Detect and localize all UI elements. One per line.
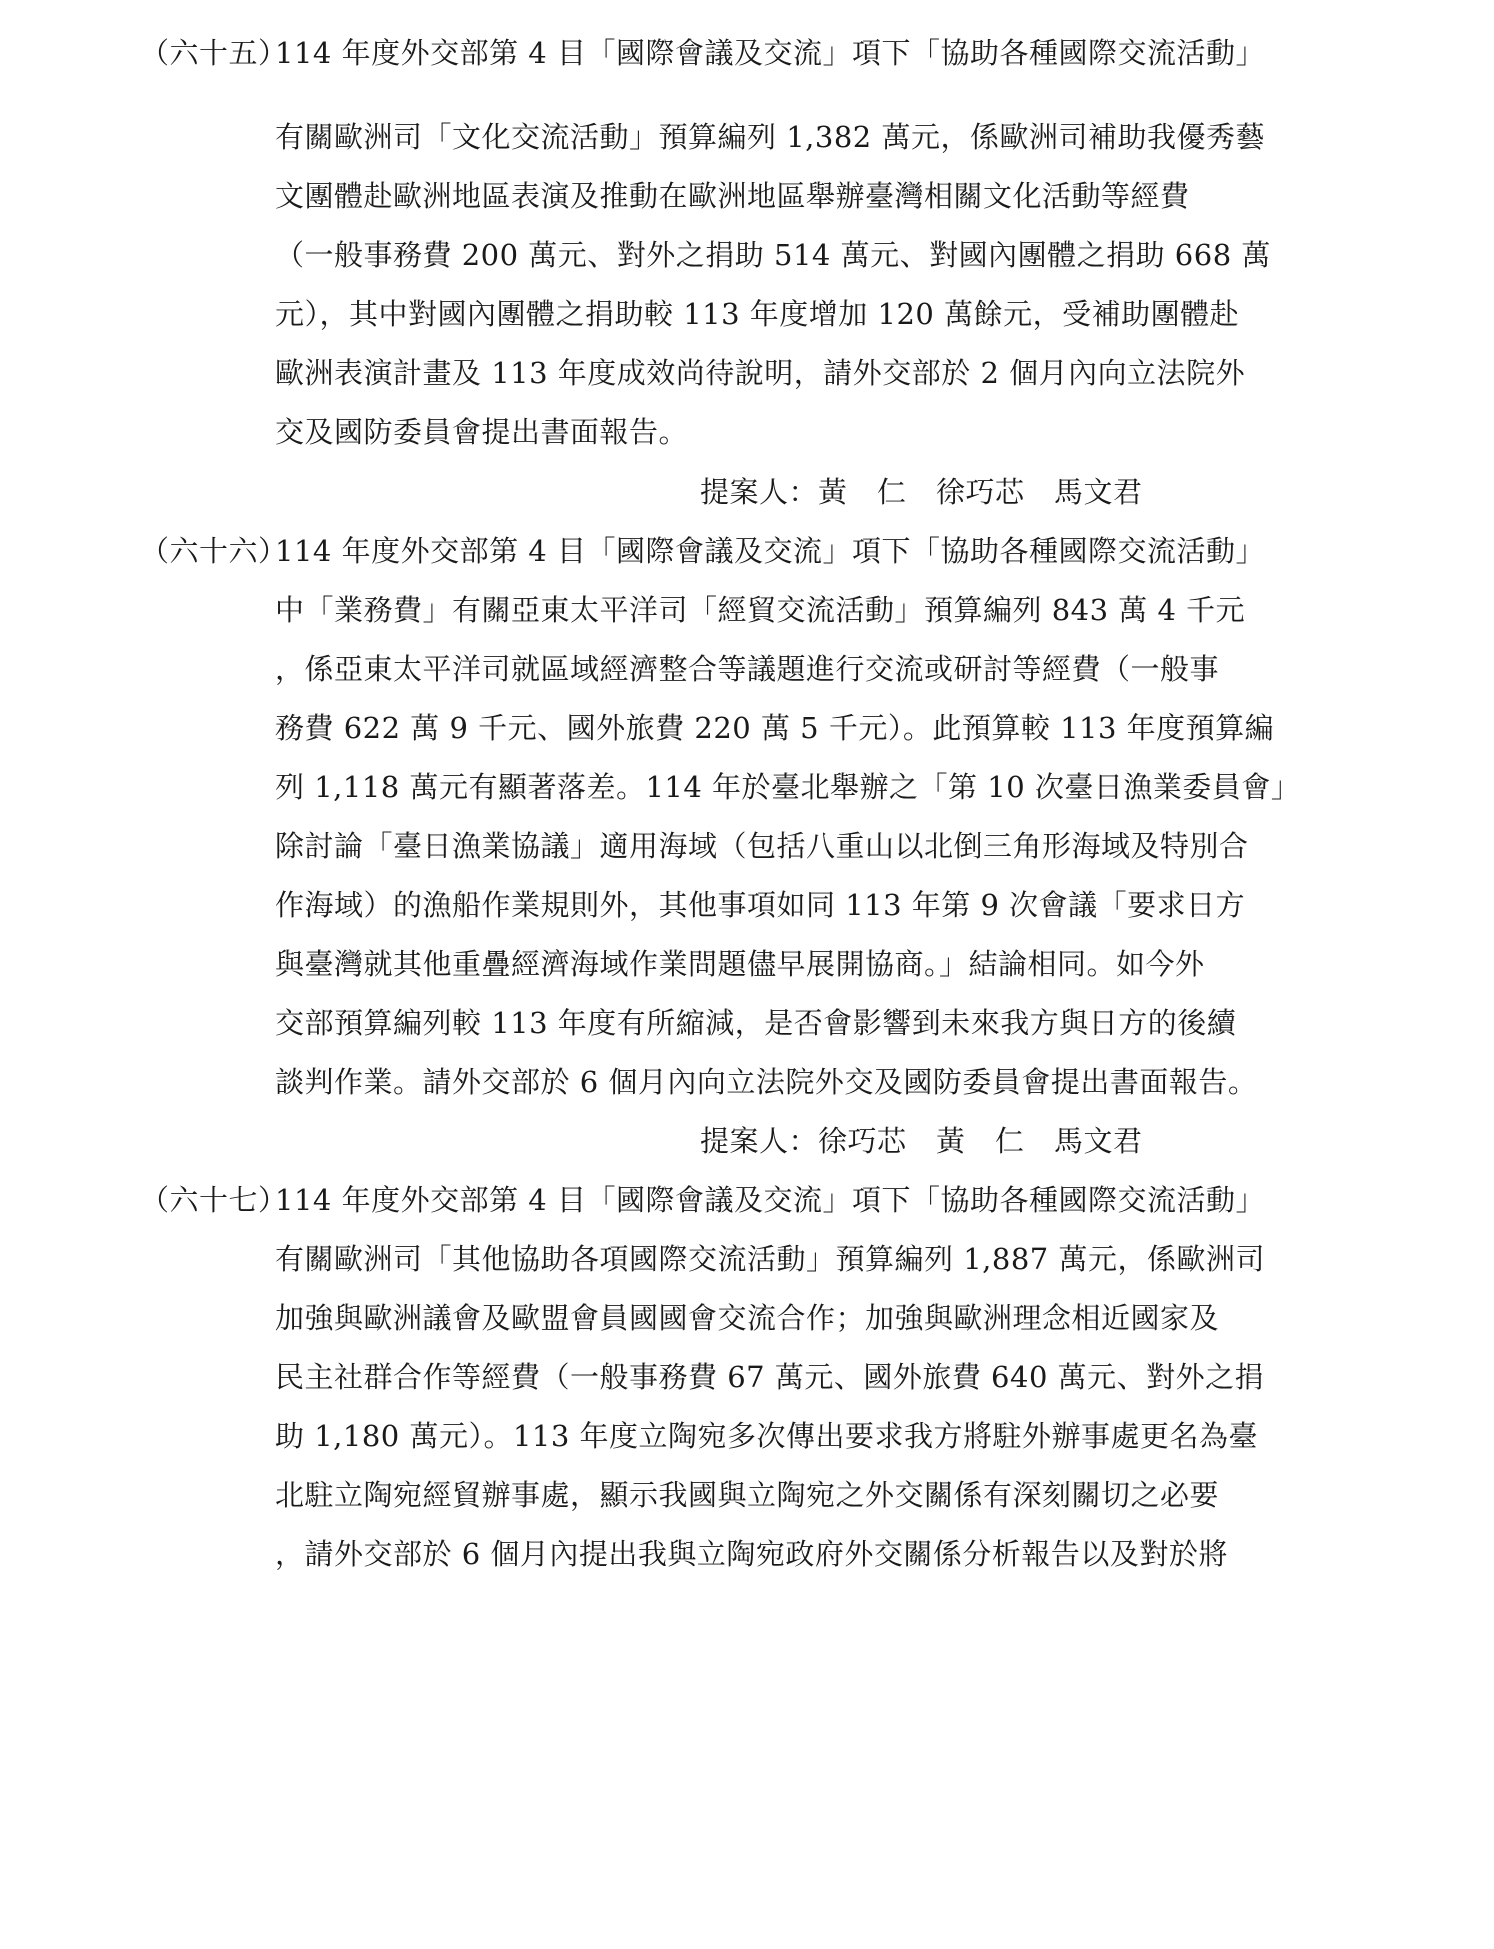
item-line: 務費 622 萬 9 千元、國外旅費 220 萬 5 千元）。此預算較 113 年度預算編: [275, 711, 1275, 745]
proposer-signature: 提案人：徐巧芯 黃 仁 馬文君: [700, 1124, 1143, 1158]
item-line: 除討論「臺日漁業協議」適用海域（包括八重山以北倒三角形海域及特別合: [275, 829, 1249, 863]
item-line: 交及國防委員會提出書面報告。: [275, 415, 689, 449]
item-line: 助 1,180 萬元）。113 年度立陶宛多次傳出要求我方將駐外辦事處更名為臺: [275, 1419, 1259, 1453]
item-line: 文團體赴歐洲地區表演及推動在歐洲地區舉辦臺灣相關文化活動等經費: [275, 179, 1190, 213]
item-number: （六十六）: [140, 534, 288, 568]
item-line: 中「業務費」有關亞東太平洋司「經貿交流活動」預算編列 843 萬 4 千元: [275, 593, 1246, 627]
item-line: 元），其中對國內團體之捐助較 113 年度增加 120 萬餘元，受補助團體赴: [275, 297, 1240, 331]
item-line: 114 年度外交部第 4 目「國際會議及交流」項下「協助各種國際交流活動」: [275, 534, 1265, 568]
item-line: ，請外交部於 6 個月內提出我與立陶宛政府外交關係分析報告以及對於將: [275, 1537, 1228, 1571]
item-line: 加強與歐洲議會及歐盟會員國國會交流合作；加強與歐洲理念相近國家及: [275, 1301, 1220, 1335]
proposer-signature: 提案人：黃 仁 徐巧芯 馬文君: [700, 475, 1143, 509]
item-line: 114 年度外交部第 4 目「國際會議及交流」項下「協助各種國際交流活動」: [275, 1183, 1265, 1217]
item-line: 交部預算編列較 113 年度有所縮減，是否會影響到未來我方與日方的後續: [275, 1006, 1237, 1040]
item-line: 114 年度外交部第 4 目「國際會議及交流」項下「協助各種國際交流活動」: [275, 36, 1265, 70]
item-line: 有關歐洲司「文化交流活動」預算編列 1,382 萬元，係歐洲司補助我優秀藝: [275, 120, 1265, 154]
item-line: 北駐立陶宛經貿辦事處，顯示我國與立陶宛之外交關係有深刻關切之必要: [275, 1478, 1220, 1512]
item-line: 列 1,118 萬元有顯著落差。114 年於臺北舉辦之「第 10 次臺日漁業委員會」: [275, 770, 1301, 804]
item-number: （六十七）: [140, 1183, 288, 1217]
item-line: （一般事務費 200 萬元、對外之捐助 514 萬元、對國內團體之捐助 668 萬: [275, 238, 1271, 272]
item-line: ，係亞東太平洋司就區域經濟整合等議題進行交流或研討等經費（一般事: [275, 652, 1220, 686]
item-line: 有關歐洲司「其他協助各項國際交流活動」預算編列 1,887 萬元，係歐洲司: [275, 1242, 1265, 1276]
item-number: （六十五）: [140, 36, 288, 70]
item-line: 民主社群合作等經費（一般事務費 67 萬元、國外旅費 640 萬元、對外之捐: [275, 1360, 1265, 1394]
item-line: 與臺灣就其他重疊經濟海域作業問題儘早展開協商。」結論相同。如今外: [275, 947, 1205, 981]
item-line: 歐洲表演計畫及 113 年度成效尚待說明，請外交部於 2 個月內向立法院外: [275, 356, 1246, 390]
item-line: 作海域）的漁船作業規則外，其他事項如同 113 年第 9 次會議「要求日方: [275, 888, 1246, 922]
item-line: 談判作業。請外交部於 6 個月內向立法院外交及國防委員會提出書面報告。: [275, 1065, 1258, 1099]
